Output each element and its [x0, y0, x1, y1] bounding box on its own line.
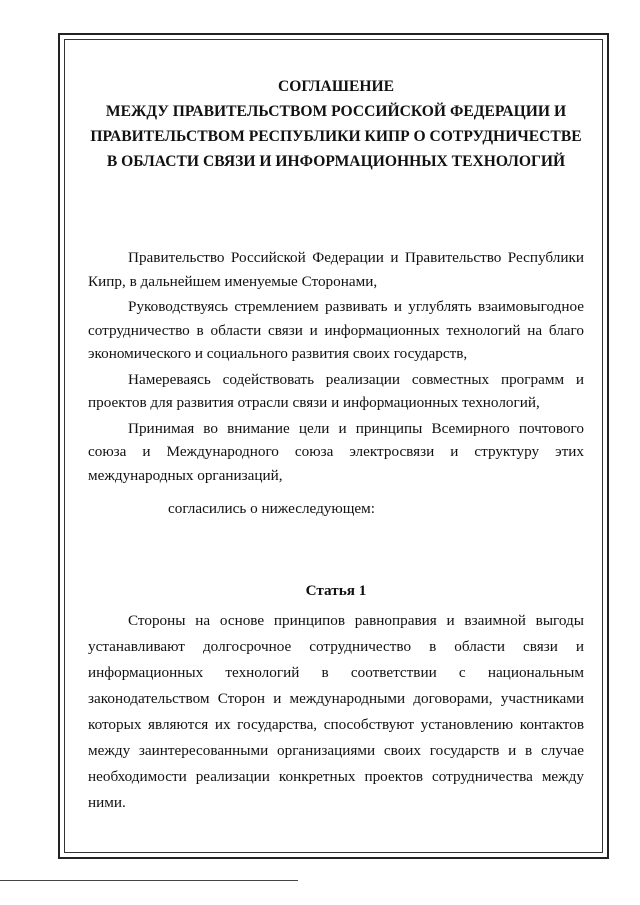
title-line: МЕЖДУ ПРАВИТЕЛЬСТВОМ РОССИЙСКОЙ ФЕДЕРАЦИИ И — [105, 103, 567, 120]
footer-rule — [0, 880, 298, 881]
document-body — [88, 74, 584, 816]
preamble-paragraph: Намереваясь содействовать реализации совместных программ и проектов для развития отрасли связи и информационных технологий, — [88, 370, 584, 411]
title-line: В ОБЛАСТИ СВЯЗИ И ИНФОРМАЦИОННЫХ ТЕХНОЛОГИЙ — [106, 153, 566, 170]
article-body: Стороны на основе принципов равноправия и взаимной выгоды устанавливают долгосрочное сотрудничество в области связи и информационных технологий в соответствии с национальным законодательством Сторон и международными договорами, участниками которых являются их государства, способствуют установлению контактов между заинтересованными организациями своих государств и в случае необходимости реализации конкретных проектов сотрудничества между ними. — [88, 612, 584, 811]
title-line: СОГЛАШЕНИЕ — [277, 78, 395, 95]
article-heading: Статья 1 — [305, 581, 367, 599]
preamble-paragraph: Руководствуясь стремлением развивать и углублять взаимовыгодное сотрудничество в области связи и информационных технологий на благо экономического и социального развития своих государств, — [88, 298, 584, 362]
preamble-paragraph: Правительство Российской Федерации и Правительство Республики Кипр, в дальнейшем именуемые Сторонами, — [88, 249, 584, 290]
preamble-paragraph: Принимая во внимание цели и принципы Всемирного почтового союза и Международного союза электросвязи и структуру этих международных организаций, — [88, 419, 584, 484]
document-title — [88, 74, 584, 174]
agreed-clause: согласились о нижеследующем: — [168, 500, 376, 517]
title-line: ПРАВИТЕЛЬСТВОМ РЕСПУБЛИКИ КИПР О СОТРУДНИЧЕСТВЕ — [90, 128, 582, 145]
preamble — [88, 246, 584, 521]
